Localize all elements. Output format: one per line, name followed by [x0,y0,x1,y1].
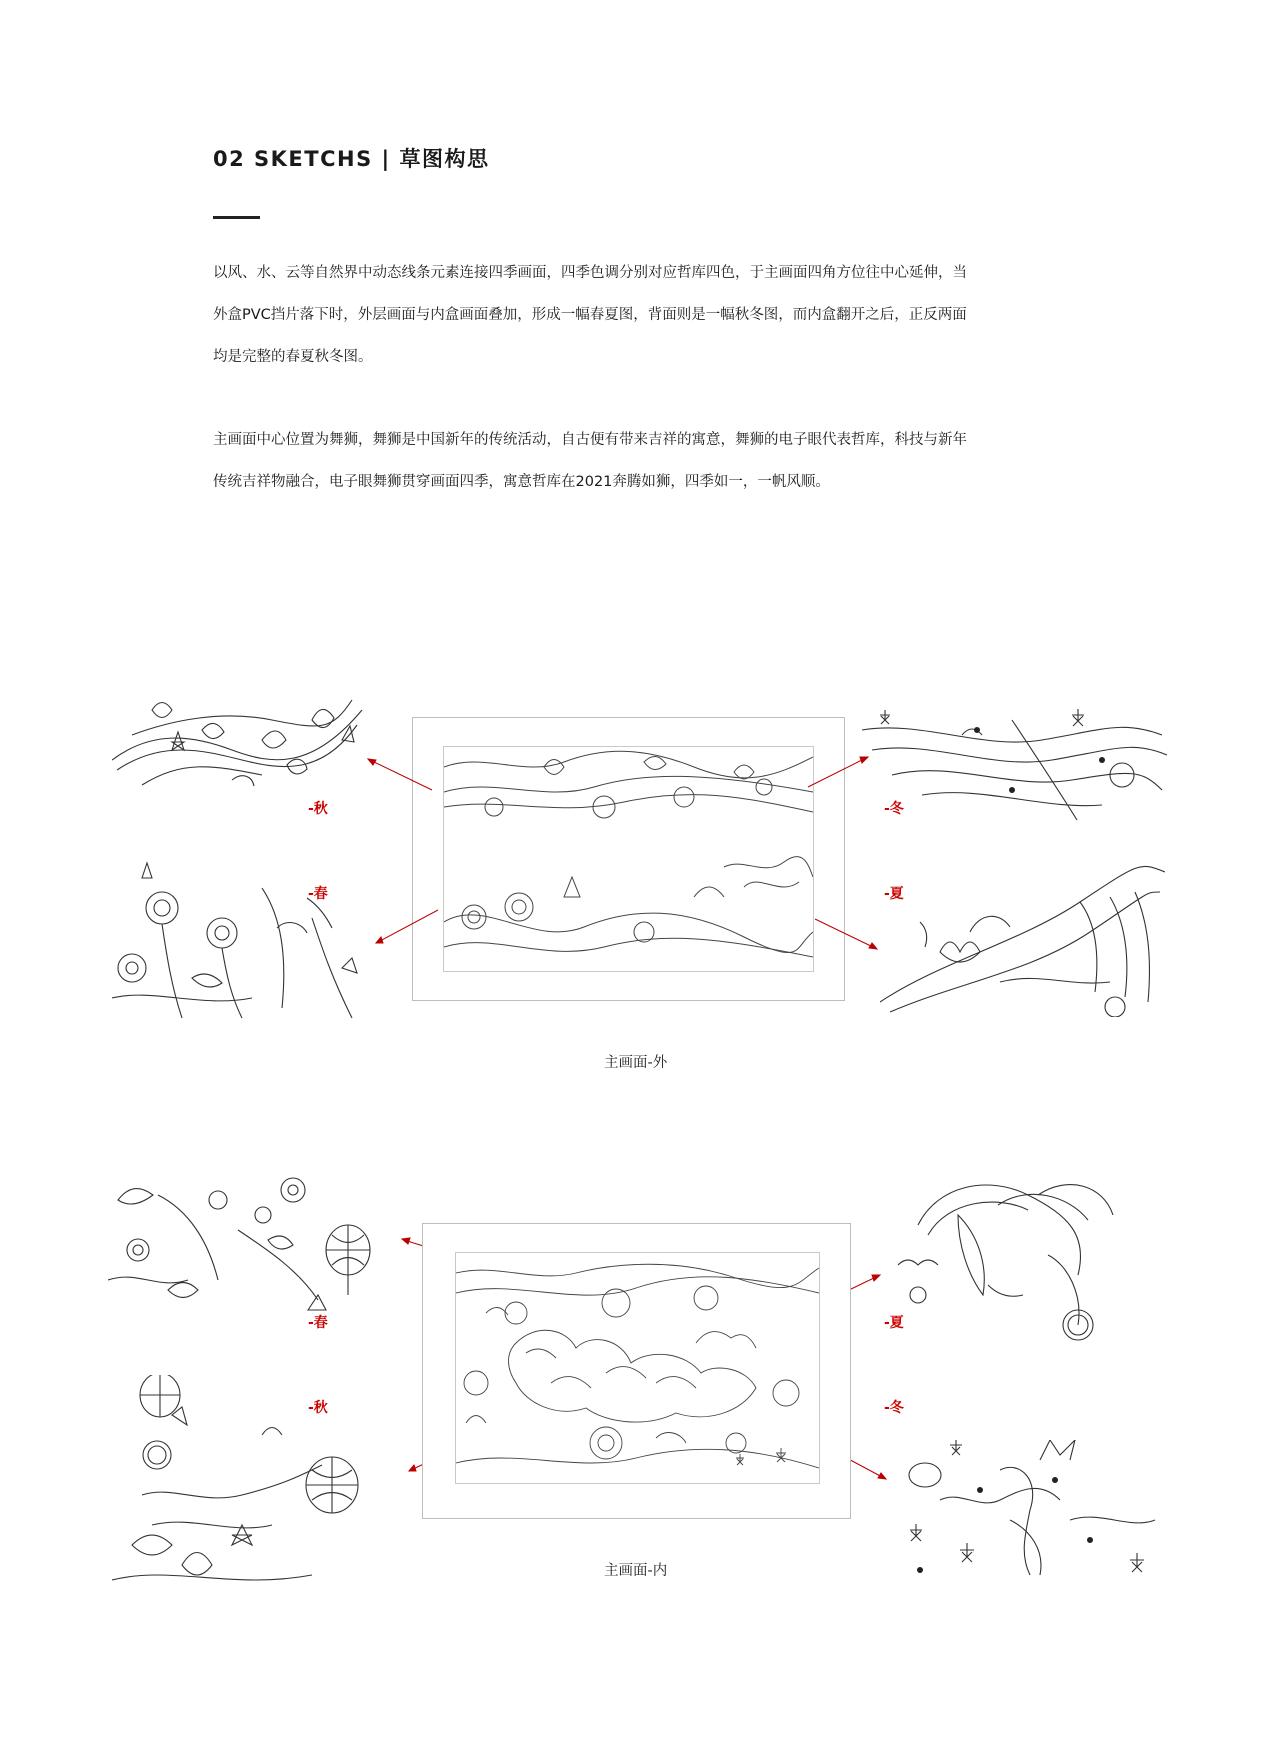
season-label-winter: -冬 [884,801,904,817]
inner-caption: 主画面-内 [604,1563,668,1579]
season-label-spring: -春 [308,886,328,902]
season-label-autumn-inner: -秋 [308,1400,328,1416]
season-label-summer-inner: -夏 [884,1315,904,1331]
paragraph-line: 外盒PVC挡片落下时，外层画面与内盒画面叠加，形成一幅春夏图，背面则是一幅秋冬图，而内盒翻开之后，正反两面 [213,307,967,323]
paragraph-line: 均是完整的春夏秋冬图。 [213,349,373,365]
autumn-sketch-inner [112,1375,392,1595]
paragraph-line: 传统吉祥物融合，电子眼舞狮贯穿画面四季，寓意哲库在2021奔腾如狮，四季如一，一帆风顺。 [213,474,830,490]
spring-sketch-inner [108,1170,383,1320]
season-label-winter-inner: -冬 [884,1400,904,1416]
paragraph-line: 以风、水、云等自然界中动态线条元素连接四季画面，四季色调分别对应哲库四色，于主画面四角方位往中心延伸，当 [213,265,967,281]
inner-box-frame [422,1223,851,1519]
paragraph-line: 主画面中心位置为舞狮，舞狮是中国新年的传统活动，自古便有带来吉祥的寓意，舞狮的电子眼代表哲库，科技与新年 [213,432,967,448]
summer-sketch-inner [888,1165,1120,1350]
winter-sketch-inner [880,1440,1170,1580]
page-title: 02 SKETCHS | 草图构思 [213,147,490,171]
inner-main-artwork [455,1252,820,1484]
season-label-summer: -夏 [884,886,904,902]
season-label-spring-inner: -春 [308,1315,328,1331]
outer-caption: 主画面-外 [604,1055,668,1071]
season-label-autumn: -秋 [308,801,328,817]
inner-main-sketch [456,1253,819,1483]
